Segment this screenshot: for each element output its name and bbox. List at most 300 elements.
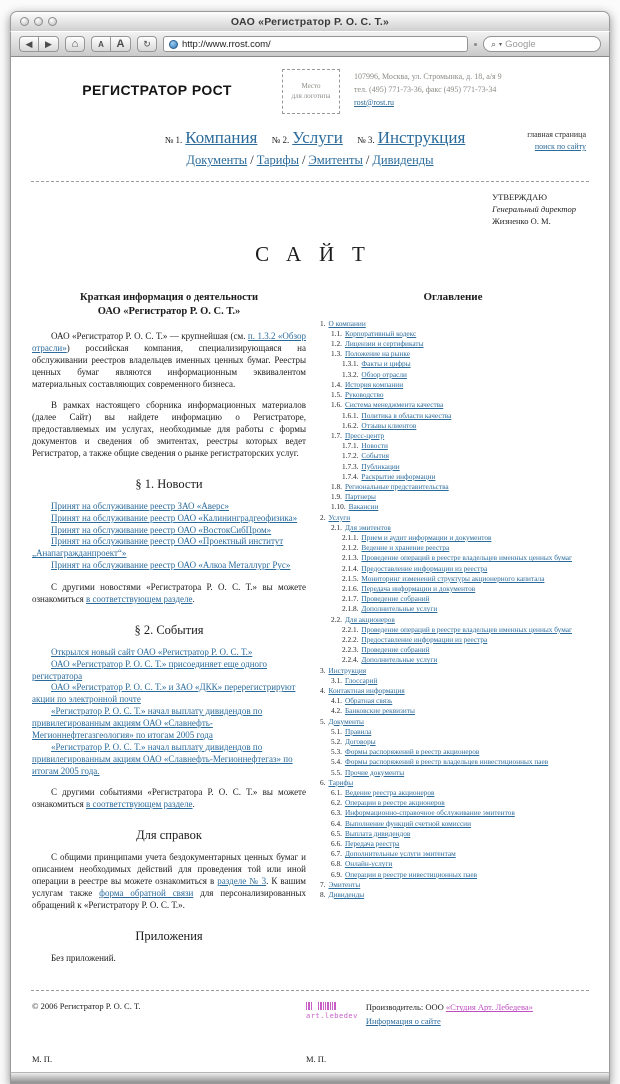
small-a-label: A (98, 39, 104, 49)
toc-item-number: 4.2. (331, 706, 342, 716)
search-placeholder: Google (505, 38, 536, 50)
toc-item-number: 1.7.3. (342, 461, 359, 471)
toc-item-link[interactable]: Дополнительные услуги (361, 655, 438, 665)
toc-item-link[interactable]: Ведение реестра акционеров (344, 788, 435, 798)
news-item (32, 513, 306, 525)
toc-item-number: 2.1. (331, 522, 342, 532)
feedback-form-link[interactable]: форма обратной связи (99, 887, 194, 898)
toc-item-number: 1.6.1. (342, 410, 359, 420)
toc-item-link[interactable]: Формы распоряжений в реестр владельцев инвестиционных паев (344, 757, 549, 767)
toc-item-link[interactable]: Публикации (361, 461, 400, 471)
toc-item-number: 8. (320, 890, 326, 900)
toc-item-link[interactable]: Формы распоряжений в реестр акционеров (344, 747, 480, 757)
toc-item (320, 757, 588, 767)
news-item (32, 560, 306, 572)
toc-item-number: 2. (320, 512, 326, 522)
toc-item-link[interactable]: Мониторинг изменений структуры акционерного капитала (361, 573, 545, 583)
left-column (32, 287, 306, 975)
toc-item-number: 1.7.2. (342, 451, 359, 461)
toc-item (320, 502, 588, 512)
toc-item-number: 2.1.6. (342, 583, 359, 593)
toc-item (320, 349, 588, 359)
events-heading: § 2. События (134, 622, 204, 637)
big-a-label: A (116, 38, 125, 50)
toc-item-number: 3.1. (331, 675, 342, 685)
artlebedev-barcode-icon (306, 1002, 358, 1010)
help-heading: Для справок (136, 828, 202, 843)
toc-item-link[interactable]: Передача реестра (344, 839, 400, 849)
toc-item (320, 492, 588, 502)
toc-item-number: 2.1.1. (342, 532, 359, 542)
toc-item (320, 523, 588, 533)
news-item (32, 525, 306, 537)
toc-item (320, 339, 588, 349)
minimize-window-button[interactable] (34, 17, 43, 26)
increase-text-button[interactable] (111, 36, 131, 52)
nav-link-services[interactable]: Услуги (292, 128, 343, 147)
back-button[interactable] (19, 36, 39, 52)
footer-divider (31, 990, 589, 991)
toc-item (320, 808, 588, 818)
info-p1-text: ОАО «Регистратор Р. О. С. Т.» — крупнейшая (см. (51, 331, 248, 342)
toc-item (320, 788, 588, 798)
toc-item (320, 431, 588, 441)
nav-link-dividends[interactable]: Дивиденды (372, 153, 434, 167)
nav-separator: / (365, 153, 370, 167)
nav-separator: / (250, 153, 254, 167)
toc-item-number: 6.9. (331, 869, 342, 879)
toc-item-link[interactable]: Раскрытие информации (361, 471, 436, 481)
toc-item-link[interactable]: Проведение собраний (361, 645, 430, 655)
toc-item-number: 6.6. (331, 839, 342, 849)
table-of-contents (318, 319, 588, 901)
toc-item (320, 645, 588, 655)
news-item (32, 536, 306, 560)
toc-item (320, 859, 588, 869)
info-p1-text-after: ) российская компания, специализирующаяся на обслуживании реестров владельцев именных ценных бумаг. Реестры ценных бумаг являются информационным эквивалентом материальных составляющих современного бизнеса. (32, 342, 306, 389)
email-link[interactable]: rost@rost.ru (354, 97, 395, 107)
toc-item-number: 2.1.3. (342, 553, 359, 563)
toc-item (320, 472, 588, 482)
help-text-1: С общими принципами учета бездокументарных ценных бумаг и описанием необходимых действий для проведения той или иной операции в реестре вы можете ознакомиться в (32, 852, 306, 886)
approval-line1: УТВЕРЖДАЮ (492, 192, 547, 202)
help-text-3: для персонализированных обращений к «Регистратору Р. О. С. Т.». (32, 887, 307, 910)
toc-item-link[interactable]: Услуги (328, 512, 351, 522)
toc-item-link[interactable]: Правила (344, 726, 372, 736)
toc-item-number: 2.1.8. (342, 604, 359, 614)
toc-item (320, 482, 588, 492)
logo-placeholder-box (282, 69, 340, 114)
approval-line2: Генеральный директор (492, 203, 576, 214)
toc-item-link[interactable]: Банковские реквизиты (344, 706, 415, 716)
toc-item-number: 2.2.4. (342, 655, 359, 665)
toc-item-link[interactable]: Передача информации и документов (361, 583, 476, 593)
approval-line3: Жизненко О. М. (492, 215, 551, 226)
close-window-button[interactable] (20, 17, 29, 26)
toc-item-link[interactable]: Проведение операций в реестре владельцев именных ценных бумаг (361, 624, 573, 634)
toc-item (320, 615, 588, 625)
toc-item (320, 870, 588, 880)
toc-item (320, 543, 588, 553)
logo-placeholder-line2: для логотипа (291, 91, 331, 100)
toc-item-link[interactable]: Политика в области качества (361, 410, 452, 420)
toc-item (320, 604, 588, 614)
toc-item-link[interactable]: Глоссарий (344, 675, 378, 685)
document-title: САЙТ (255, 241, 383, 266)
toc-item-link[interactable]: Дивиденды (328, 890, 365, 900)
toc-item (320, 819, 588, 829)
toc-item-number: 6.3. (331, 808, 342, 818)
history-nav-group (19, 36, 59, 52)
approval-block (32, 192, 576, 228)
nav-num-3: № 3. (357, 135, 375, 145)
toc-item-number: 1.7.4. (342, 471, 359, 481)
toc-item (320, 370, 588, 380)
toc-item (320, 400, 588, 410)
toc-item (320, 390, 588, 400)
news-link[interactable]: Принят на обслуживание реестр ОАО «ВостокСибПром» (51, 524, 272, 535)
event-item (32, 742, 306, 778)
toc-item-number: 5.3. (331, 747, 342, 757)
toc-item-link[interactable]: Проведение операций в реестре владельцев именных ценных бумаг (361, 553, 573, 563)
toc-item-number: 3. (320, 665, 326, 675)
info-paragraph-1 (32, 331, 306, 390)
window-controls (11, 17, 57, 26)
toc-item (320, 359, 588, 369)
page-content (10, 56, 610, 1072)
toc-item-link[interactable]: Операции в реестре инвестиционных паев (344, 869, 478, 879)
help-paragraph (32, 852, 306, 911)
toc-item (320, 737, 588, 747)
nav-link-documents[interactable]: Документы (186, 153, 248, 167)
back-icon: ◀ (25, 38, 33, 49)
toc-item-link[interactable]: Обзор отрасли (361, 369, 407, 379)
toc-item-number: 1. (320, 318, 326, 328)
toc-item-link[interactable]: Дополнительные услуги эмитентам (344, 849, 456, 859)
reload-icon: ↻ (143, 38, 151, 49)
news-item (32, 501, 306, 513)
nav-num-1: № 1. (164, 135, 183, 145)
secondary-nav (32, 153, 588, 168)
url-text: http://www.rrost.com/ (182, 38, 271, 50)
news-heading: § 1. Новости (135, 476, 203, 491)
toc-item-number: 2.1.5. (342, 573, 359, 583)
nav-side-links (527, 129, 586, 153)
toc-item (320, 655, 588, 665)
forward-button[interactable] (39, 36, 59, 52)
toc-item (320, 768, 588, 778)
toc-item-link[interactable]: Прием и аудит информации и документов (361, 532, 492, 542)
toc-item-number: 5.4. (331, 757, 342, 767)
toc-item (320, 564, 588, 574)
news-section-link[interactable]: в соответствующем разделе (86, 593, 193, 604)
search-options-caret-icon[interactable]: ▾ (499, 41, 503, 48)
toc-item-link[interactable]: Выплата дивидендов (344, 828, 411, 838)
toc-item-link[interactable]: Контактная информация (328, 685, 405, 695)
home-button[interactable] (65, 36, 85, 52)
company-address (340, 69, 588, 109)
toc-item-number: 2.2.3. (342, 645, 359, 655)
news-link[interactable]: Принят на обслуживание реестр ОАО «Проектный институт „Анапагражданпроект“» (32, 536, 284, 559)
page-footer (32, 1001, 588, 1027)
google-search-input[interactable] (483, 36, 601, 52)
toc-item (320, 696, 588, 706)
events-list (32, 647, 306, 778)
toc-item-number: 7. (320, 879, 326, 889)
toc-item-number: 6.5. (331, 828, 342, 838)
toc-item-number: 6.2. (331, 798, 342, 808)
toc-item-link[interactable]: Онлайн-услуги (344, 859, 393, 869)
toc-item-number: 2.2.1. (342, 624, 359, 634)
toc-item-link[interactable]: Вакансии (348, 502, 379, 512)
toc-item-number: 6.7. (331, 849, 342, 859)
toc-item (320, 533, 588, 543)
toc-item-number: 4. (320, 685, 326, 695)
info-heading (32, 291, 306, 319)
toc-item-link[interactable]: Факты и цифры (361, 359, 411, 369)
toc-item (320, 635, 588, 645)
home-icon: ⌂ (71, 38, 79, 50)
toc-item-link[interactable]: Новости (361, 441, 388, 451)
news-more-text: С другими новостями «Регистратора Р. О. С. Т.» вы можете ознакомиться (32, 582, 306, 604)
main-navigation (32, 128, 588, 168)
toc-item (320, 829, 588, 839)
toc-item-number: 2.1.4. (342, 563, 359, 573)
toc-item (320, 798, 588, 808)
industry-overview-link[interactable]: п. 1.3.2 «Обзор отрасли» (32, 331, 306, 353)
events-section-link[interactable]: в соответствующем разделе (86, 799, 193, 810)
toc-item-link[interactable]: Лицензии и сертификаты (344, 339, 424, 349)
toc-item-link[interactable]: Эмитенты (328, 879, 361, 889)
toc-item (320, 462, 588, 472)
toc-item-number: 1.8. (331, 481, 342, 491)
toc-item-number: 2.1.2. (342, 543, 359, 553)
toc-item (320, 747, 588, 757)
toc-item-link[interactable]: Предоставление информации из реестра (361, 563, 488, 573)
toc-item-link[interactable]: Для акционеров (344, 614, 395, 624)
section-3-link[interactable]: разделе № 3 (217, 875, 267, 886)
text-size-group (91, 36, 131, 52)
toc-item-number: 2.1.7. (342, 594, 359, 604)
event-link[interactable]: ОАО «Регистратор Р. О. С. Т.» и ЗАО «ДКК» перерегистрируют акции по электронной почте (32, 682, 296, 705)
toc-item (320, 727, 588, 737)
toc-item-number: 1.7.1. (342, 441, 359, 451)
toc-item-link[interactable]: Отзывы клиентов (361, 420, 417, 430)
toc-item (320, 849, 588, 859)
toc-item (320, 686, 588, 696)
content-columns (32, 287, 588, 975)
toc-item (320, 706, 588, 716)
toc-item-link[interactable]: Тарифы (328, 777, 354, 787)
toc-item-number: 6. (320, 777, 326, 787)
toolbar-separator (474, 43, 477, 46)
address-bar[interactable] (163, 36, 468, 52)
toc-item (320, 319, 588, 329)
event-link[interactable]: «Регистратор Р. О. С. Т.» начал выплату дивидендов по привилегированным акциям ОАО «Славнефть-Мегионнефтегазгеология» по итогам 2005 года (32, 706, 263, 740)
news-link[interactable]: Принят на обслуживание реестр ОАО «Алкоа Металлург Рус» (51, 560, 291, 571)
toc-item-number: 5.2. (331, 737, 342, 746)
studio-block (306, 1001, 533, 1027)
letterhead (32, 69, 588, 114)
toc-item-number: 1.1. (331, 328, 342, 338)
nav-separator: / (302, 153, 306, 167)
artlebedev-logo (306, 1001, 358, 1027)
toc-item-number: 1.9. (331, 492, 342, 502)
toc-item (320, 676, 588, 686)
toc-heading: Оглавление (423, 290, 483, 303)
toc-item-number: 2.2. (331, 614, 342, 624)
logo-placeholder-line1: Место (301, 81, 321, 90)
event-item (32, 647, 306, 659)
nav-num-2: № 2. (271, 135, 290, 145)
toc-item (320, 880, 588, 890)
copyright: © 2006 Регистратор Р. О. С. Т. (32, 1001, 141, 1012)
attachments-text: Без приложений. (51, 952, 116, 963)
toc-item (320, 421, 588, 431)
toc-item-number: 1.5. (331, 390, 342, 400)
toc-item (320, 553, 588, 563)
toc-item-number: 1.4. (331, 379, 342, 389)
toc-item-number: 2.2.2. (342, 634, 359, 644)
toc-item (320, 666, 588, 676)
toc-item-link[interactable]: Руководство (344, 390, 384, 400)
attachments-heading: Приложения (135, 928, 203, 943)
info-heading-line2: ОАО «Регистратор Р. О. С. Т.» (97, 305, 241, 317)
browser-window (10, 11, 610, 1084)
toc-item-number: 4.1. (331, 696, 342, 706)
site-globe-icon (169, 40, 178, 49)
info-paragraph-2: В рамках настоящего сборника информационных материалов (далее Сайт) вы найдете информацию о Регистраторе, предоставляемых им услугах, необходимые для работы с формы документов и сведения об эмитентах, реестры которых ведет Регистратор, а также общие сведения о рынке регистраторских услуг. (32, 400, 306, 458)
toc-item-number: 1.2. (331, 339, 342, 349)
site-search-link[interactable]: поиск по сайту (534, 142, 586, 151)
window-titlebar (10, 11, 610, 31)
nav-link-issuers[interactable]: Эмитенты (308, 153, 363, 167)
artlebedev-logo-text: art.lebedev (306, 1012, 358, 1021)
toc-item (320, 411, 588, 421)
stamp-place-left: М. П. (32, 1053, 53, 1064)
producer-label: Производитель: ООО (365, 1002, 446, 1013)
event-link[interactable]: ОАО «Регистратор Р. О. С. Т.» присоединяет еще одного регистратора (32, 658, 267, 681)
toc-item-link[interactable]: События (361, 451, 390, 461)
news-link[interactable]: Принят на обслуживание реестр ОАО «Калининградгеофизика» (51, 512, 298, 523)
news-more-dot: . (192, 593, 195, 604)
nav-link-company[interactable]: Компания (185, 128, 258, 147)
event-link[interactable]: Открылся новый сайт ОАО «Регистратор Р. О. С. Т.» (51, 646, 253, 657)
toc-item-number: 1.10. (331, 502, 346, 512)
toc-item-number: 1.7. (331, 430, 342, 440)
toc-item-link[interactable]: Для эмитентов (344, 522, 391, 532)
toc-item-link[interactable]: Пресс-центр (344, 430, 385, 440)
toc-item-link[interactable]: Договоры (344, 737, 376, 746)
toc-item (320, 717, 588, 727)
studio-link[interactable]: «Студия Арт. Лебедева» (445, 1002, 533, 1013)
event-item (32, 706, 306, 742)
toc-item-link[interactable]: Корпоративный кодекс (344, 328, 417, 338)
toc-item (320, 890, 588, 900)
event-link[interactable]: «Регистратор Р. О. С. Т.» начал выплату дивидендов по привилегированным акциям ОАО «Славнефть-Мегионнефтегаз» по итогам 2005 года. (32, 741, 293, 776)
toc-item-number: 1.3.1. (342, 359, 359, 369)
toc-item (320, 584, 588, 594)
right-column (318, 287, 588, 975)
toc-item (320, 625, 588, 635)
toc-item-number: 6.4. (331, 818, 342, 828)
toc-item-link[interactable]: История компании (344, 379, 404, 389)
toc-item (320, 778, 588, 788)
nav-link-instruction[interactable]: Инструкция (377, 128, 466, 147)
news-link[interactable]: Принят на обслуживание реестр ЗАО «Аверс» (51, 500, 229, 511)
toc-item-number: 1.3. (331, 349, 342, 359)
news-list (32, 501, 306, 572)
decrease-text-button[interactable] (91, 36, 111, 52)
toc-item-number: 5.1. (331, 726, 342, 736)
event-item (32, 682, 306, 706)
toc-item (320, 839, 588, 849)
toc-item-number: 5. (320, 716, 326, 726)
event-item (32, 659, 306, 683)
toc-item-number: 1.3.2. (342, 369, 359, 379)
toc-item-number: 5.5. (331, 767, 342, 777)
toc-item (320, 451, 588, 461)
toc-item (320, 441, 588, 451)
toc-item-link[interactable]: Выполнение функций счетной комиссии (344, 818, 471, 828)
toc-item-number: 1.6. (331, 400, 342, 410)
toc-item-number: 6.1. (331, 788, 342, 798)
toc-item (320, 594, 588, 604)
toc-item-link[interactable]: Предоставление информации из реестра (361, 634, 488, 644)
news-more (32, 582, 306, 606)
address-line2: тел. (495) 771-73-36, факс (495) 771-73-34 (354, 84, 497, 94)
events-more (32, 787, 306, 811)
toc-item-link[interactable]: Информационно-справочное обслуживание эмитентов (344, 808, 515, 818)
toc-item-link[interactable]: Положение на рынке (344, 349, 410, 359)
toc-item-link[interactable]: Операции в реестре акционеров (344, 798, 445, 808)
toc-item-link[interactable]: Партнеры (344, 492, 376, 502)
toc-item-link[interactable]: Документы (328, 716, 364, 726)
stamp-row (32, 1054, 588, 1064)
help-text-2: . К вашим услугам также (32, 875, 306, 898)
forward-icon: ▶ (45, 38, 52, 49)
info-heading-line1: Краткая информация о деятельности (79, 291, 259, 303)
toc-item (320, 380, 588, 390)
toc-item (320, 513, 588, 523)
site-info-link[interactable]: Информация о сайте (365, 1015, 441, 1026)
toc-item-number: 6.8. (331, 859, 342, 869)
producer-info (366, 1001, 533, 1027)
home-page-label: главная страница (527, 130, 586, 139)
header-divider (31, 181, 589, 182)
toc-item-link[interactable]: Ведение и хранение реестра (361, 543, 450, 553)
toc-item-link[interactable]: Дополнительные услуги (361, 604, 438, 614)
toc-item (320, 574, 588, 584)
toc-item-link[interactable]: Обратная связь (344, 696, 393, 706)
window-bottom-bar[interactable] (10, 1072, 610, 1084)
window-title: ОАО «Регистратор Р. О. С. Т.» (230, 15, 390, 28)
toc-item-link[interactable]: Проведение собраний (361, 594, 430, 604)
toc-item-link[interactable]: Региональные представительства (344, 481, 449, 491)
stamp-place-right: М. П. (306, 1053, 327, 1064)
zoom-window-button[interactable] (48, 17, 57, 26)
reload-button[interactable] (137, 36, 157, 52)
events-more-dot: . (192, 799, 195, 810)
search-icon: ⌕ (491, 38, 497, 49)
toc-item-link[interactable]: Система менеджмента качества (344, 400, 444, 410)
toc-item-link[interactable]: Прочие документы (344, 767, 405, 777)
toc-item-link[interactable]: Инструкция (328, 665, 367, 675)
company-logo-text: РЕГИСТРАТОР РОСТ (82, 82, 232, 98)
nav-link-tariffs[interactable]: Тарифы (256, 153, 299, 167)
toc-item-link[interactable]: О компании (328, 318, 366, 328)
events-more-text: С другими событиями «Регистратора Р. О. С. Т.» вы можете ознакомиться (32, 787, 306, 810)
